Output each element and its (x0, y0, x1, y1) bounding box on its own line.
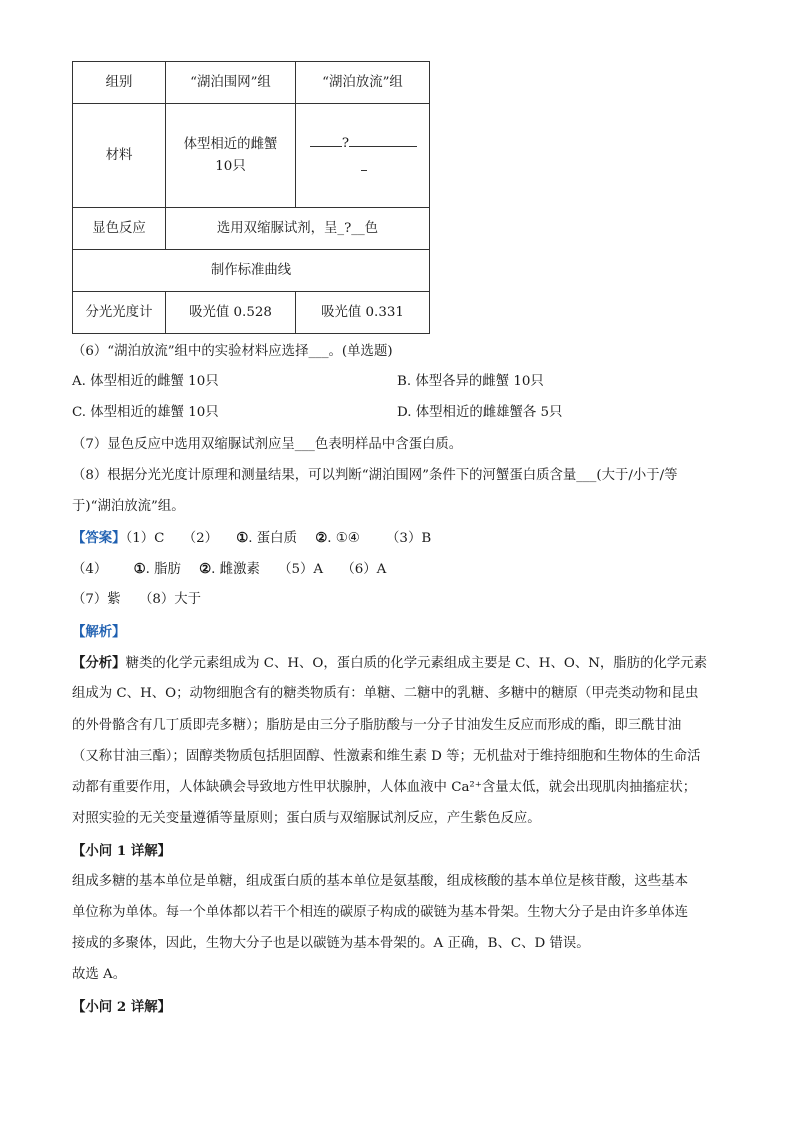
analysis-label: 【解析】 (72, 624, 126, 640)
answer-row-1 (72, 528, 431, 549)
material-label: 材料 (73, 104, 166, 208)
fenxi-label: 【分析】 (72, 655, 126, 671)
table-row (73, 250, 430, 292)
answer-2-1-number: ① (236, 530, 249, 546)
subquestion-1-label: 【小问 1 详解】 (72, 843, 171, 859)
experiment-table (72, 61, 430, 334)
subquestion-1-line-3: 接成的多聚体，因此，生物大分子也是以碳链为基本骨架的。A 正确，B、C、D 错误。 (72, 936, 590, 951)
answer-5: （5）A (278, 562, 324, 577)
answer-row-3 (72, 590, 201, 610)
table-row (73, 292, 430, 334)
option-c: C. 体型相近的雄蟹 10只 (72, 405, 219, 420)
answer-4: （4） (72, 562, 108, 577)
answer-8: （8）大于 (138, 592, 202, 607)
answer-4-1-number: ① (133, 561, 146, 577)
material-release-blank (296, 104, 430, 208)
answer-2-2: . ①④ (327, 531, 360, 546)
answer-4-2-number: ② (199, 561, 212, 577)
analysis-line-2: 组成为 C、H、O；动物细胞含有的糖类物质有：单糖、二糖中的乳糖、多糖中的糖原（甲壳类动物和昆虫 (72, 686, 699, 701)
material-line-2: 10只 (215, 158, 246, 174)
header-enclosure-group: “湖泊围网”组 (166, 62, 296, 104)
analysis-line-6: 对照实验的无关变量遵循等量原则；蛋白质与双缩脲试剂反应，产生紫色反应。 (72, 811, 541, 826)
table-row (73, 62, 430, 104)
table-row (73, 208, 430, 250)
option-d: D. 体型相近的雌雄蟹各 5只 (397, 405, 563, 420)
answer-2-1: . 蛋白质 (248, 531, 297, 546)
answer-2: （2） (182, 531, 218, 546)
question-7: （7）显色反应中选用双缩脲试剂应呈___色表明样品中含蛋白质。 (72, 437, 463, 452)
answer-4-2: . 雌激素 (211, 562, 260, 577)
analysis-line-1 (72, 653, 707, 674)
absorbance-release: 吸光值 0.331 (296, 292, 430, 334)
color-reaction-content: 选用双缩脲试剂，呈_?__色 (166, 208, 430, 250)
option-b: B. 体型各异的雌蟹 10只 (397, 374, 544, 389)
color-reaction-label: 显色反应 (73, 208, 166, 250)
subquestion-1-line-4: 故选 A。 (72, 967, 127, 982)
answer-2-2-number: ② (315, 530, 328, 546)
spectrophotometer-label: 分光光度计 (73, 292, 166, 334)
absorbance-enclosure: 吸光值 0.528 (166, 292, 296, 334)
analysis-line-4: （又称甘油三酯）；固醇类物质包括胆固醇、性激素和维生素 D 等；无机盐对于维持细胞和生物体的生命活 (72, 749, 701, 764)
analysis-line-3: 的外骨骼含有几丁质即壳多糖）；脂肪是由三分子脂肪酸与一分子甘油发生反应而形成的酯，即三酰甘油 (72, 718, 682, 733)
material-line-1: 体型相近的雌蟹 (183, 136, 278, 152)
header-release-group: “湖泊放流”组 (296, 62, 430, 104)
blank-question-mark: ? (341, 136, 350, 151)
material-enclosure (166, 104, 296, 208)
subquestion-1-line-1: 组成多糖的基本单位是单糖，组成蛋白质的基本单位是氨基酸，组成核酸的基本单位是核苷酸，这些基本 (72, 874, 688, 889)
answer-1: （1）C (125, 531, 165, 546)
answer-label: 【答案】 (72, 530, 126, 546)
option-a: A. 体型相近的雌蟹 10只 (72, 374, 219, 389)
answer-6: （6）A (341, 562, 387, 577)
standard-curve-row: 制作标准曲线 (73, 250, 430, 292)
answer-row-2 (72, 559, 386, 580)
table-row (73, 104, 430, 208)
answer-4-1: . 脂肪 (145, 562, 181, 577)
analysis-line-5: 动都有重要作用，人体缺碘会导致地方性甲状腺肿，人体血液中 Ca²⁺含量太低，就会出现肌肉抽搐症状； (72, 780, 697, 795)
answer-3: （3）B (386, 531, 432, 546)
answer-7: （7）紫 (72, 592, 121, 607)
question-6-stem: （6）“湖泊放流”组中的实验材料应选择___。(单选题) (72, 344, 393, 359)
question-8-line-2: 于)“湖泊放流”组。 (72, 499, 185, 514)
header-group: 组别 (73, 62, 166, 104)
question-8-line-1: （8）根据分光光度计原理和测量结果，可以判断“湖泊围网”条件下的河蟹蛋白质含量___(大于/小于/等 (72, 468, 678, 483)
fenxi-text: 糖类的化学元素组成为 C、H、O，蛋白质的化学元素组成主要是 C、H、O、N，脂肪的化学元素 (125, 656, 708, 671)
subquestion-2-label: 【小问 2 详解】 (72, 999, 171, 1015)
subquestion-1-line-2: 单位称为单体。每一个单体都以若干个相连的碳原子构成的碳链为基本骨架。生物大分子是由许多单体连 (72, 905, 688, 920)
